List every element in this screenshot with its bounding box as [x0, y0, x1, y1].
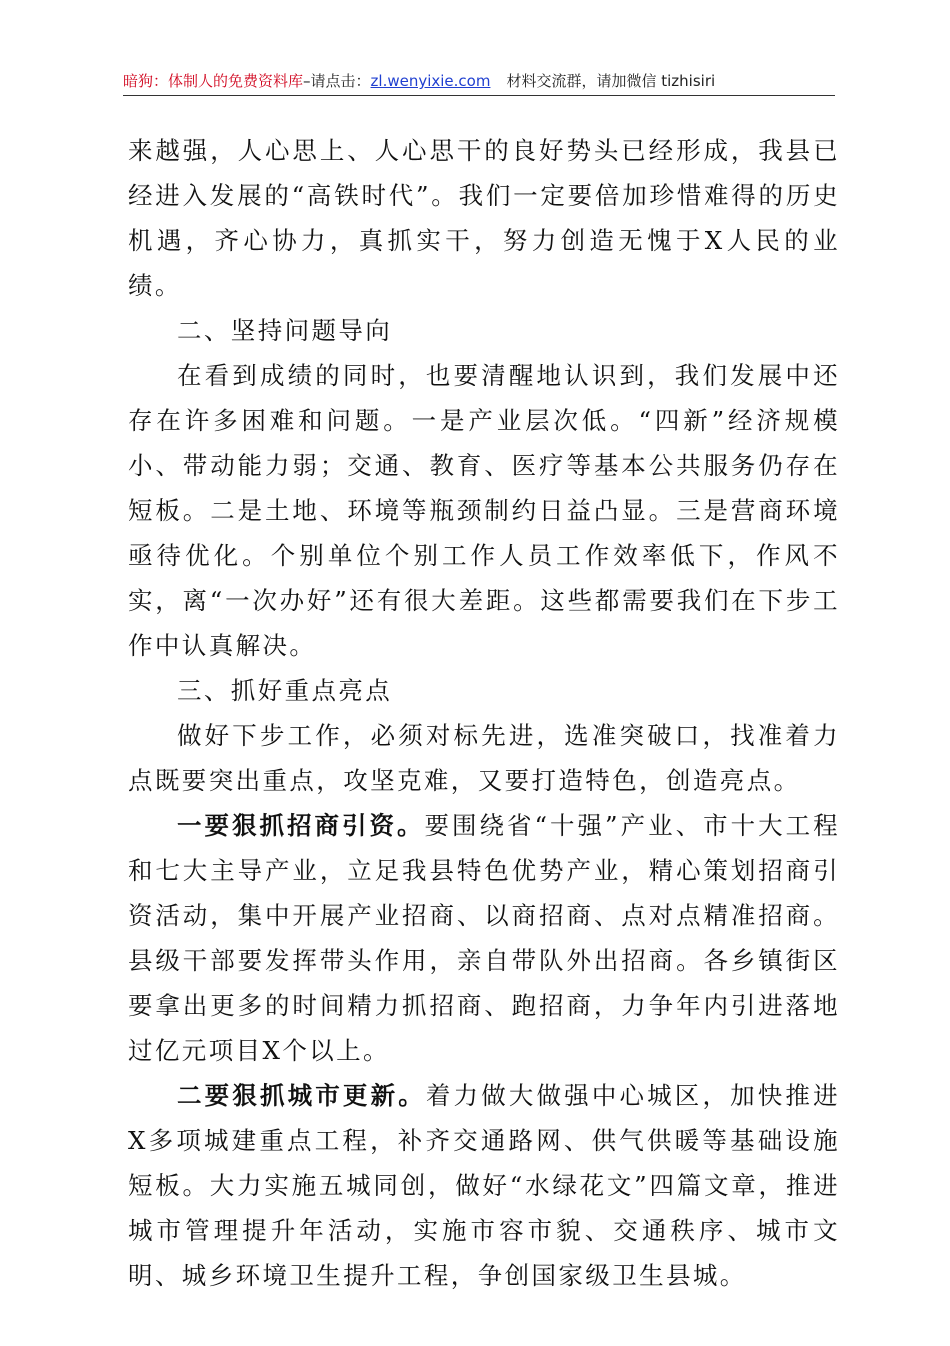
section-heading-3: 三、抓好重点亮点	[177, 676, 393, 705]
paragraph-investment-text: 要围绕省“十强”产业、市十大工程和七大主导产业，立足我县特色优势产业，精心策划招商引资活动，集中开展产业招商、以商招商、点对点精准招商。县级干部要发挥带头作用，亲自带队外出招商。各乡镇街区要拿出更多的时间精力抓招商、跑招商，力争年内引进落地过亿元项目X个以上。	[128, 811, 840, 1065]
paragraph-problems: 在看到成绩的同时，也要清醒地认识到，我们发展中还存在许多困难和问题。一是产业层次低。“四新”经济规模小、带动能力弱；交通、教育、医疗等基本公共服务仍存在短板。二是土地、环境等瓶颈制约日益凸显。三是营商环境亟待优化。个别单位个别工作人员工作效率低下，作风不实，离“一次办好”还有很大差距。这些都需要我们在下步工作中认真解决。	[128, 361, 840, 660]
header-link[interactable]: zl.wenyixie.com	[370, 72, 491, 90]
header-divider	[123, 95, 835, 96]
paragraph-urban-renewal-text: 着力做大做强中心城区，加快推进X多项城建重点工程，补齐交通路网、供气供暖等基础设施短板。大力实施五城同创，做好“水绿花文”四篇文章，推进城市管理提升年活动，实施市容市貌、交通秩序、城市文明、城乡环境卫生提升工程，争创国家级卫生县城。	[128, 1081, 840, 1290]
header-contact: 材料交流群，请加微信 tizhisiri	[506, 72, 716, 90]
paragraph-continuation: 来越强，人心思上、人心思干的良好势头已经形成，我县已经进入发展的“高铁时代”。我们一定要倍加珍惜难得的历史机遇，齐心协力，真抓实干，努力创造无愧于X人民的业绩。	[128, 136, 840, 300]
paragraph-intro: 做好下步工作，必须对标先进，选准突破口，找准着力点既要突出重点，攻坚克难，又要打造特色，创造亮点。	[128, 721, 840, 795]
paragraph-urban-renewal-lead: 二要狠抓城市更新。	[177, 1081, 426, 1110]
paragraph-investment-lead: 一要狠抓招商引资。	[177, 811, 425, 840]
paragraph-urban-renewal	[128, 1073, 840, 1298]
section-heading-2: 二、坚持问题导向	[177, 316, 393, 345]
header-prompt: –请点击：	[303, 72, 371, 90]
page-header	[123, 70, 835, 96]
header-brand: 暗狗：体制人的免费资料库	[123, 72, 304, 90]
document-body	[128, 128, 840, 1298]
paragraph-investment	[128, 803, 840, 1073]
